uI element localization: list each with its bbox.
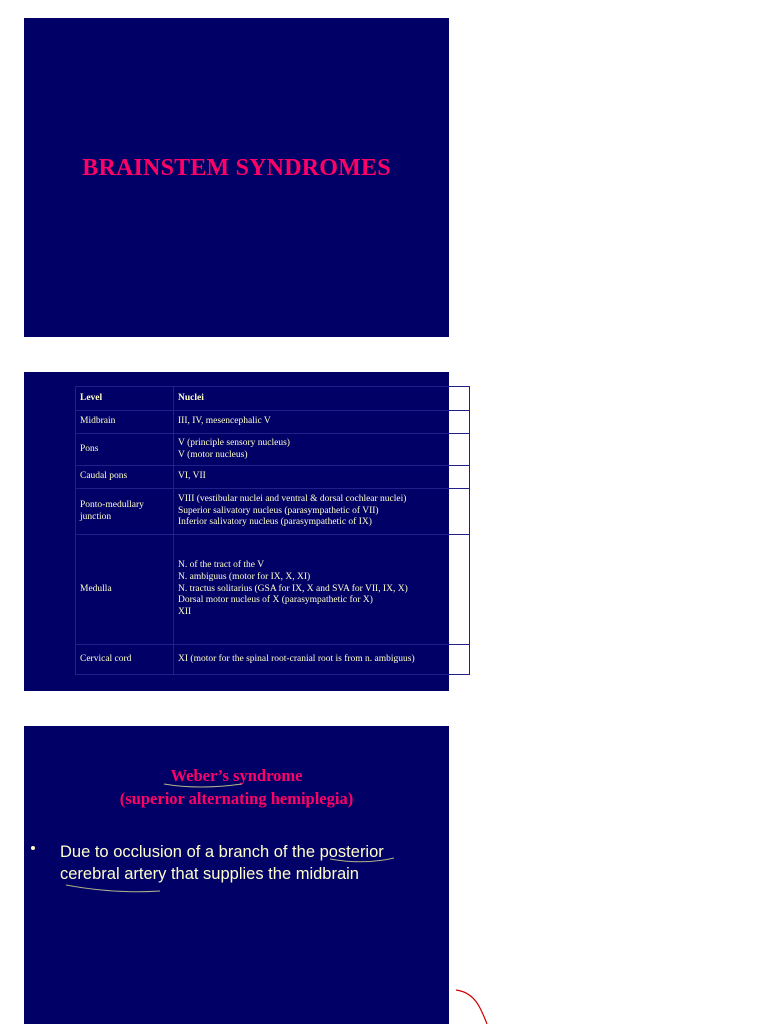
table-row xyxy=(76,411,470,434)
row-level: Pons xyxy=(76,434,174,466)
row-nuclei xyxy=(174,645,470,675)
nuclei-table xyxy=(75,386,470,675)
row-level: Medulla xyxy=(76,535,174,645)
nuclei-line: Superior salivatory nucleus (parasympathetic of VII) xyxy=(178,505,379,516)
table-row xyxy=(76,466,470,489)
row-nuclei xyxy=(174,489,470,535)
slide-heading xyxy=(24,764,449,810)
underline-cerebral-artery xyxy=(66,885,160,892)
header-level: Level xyxy=(76,387,174,411)
table-row xyxy=(76,434,470,466)
row-level: Cervical cord xyxy=(76,645,174,675)
nuclei-line: V (motor nucleus) xyxy=(178,449,248,460)
row-nuclei xyxy=(174,434,470,466)
nuclei-line: N. tractus solitarius (GSA for IX, X and SVA for VII, IX, X) xyxy=(178,583,408,594)
table-header-row xyxy=(76,387,470,411)
nuclei-line: VI, VII xyxy=(178,471,206,482)
row-nuclei xyxy=(174,466,470,489)
nuclei-line: Inferior salivatory nucleus (parasympathetic of IX) xyxy=(178,517,372,528)
bullet-text: Due to occlusion of a branch of the posterior cerebral artery that supplies the midbrain xyxy=(60,843,384,883)
row-nuclei xyxy=(174,411,470,434)
row-level: Midbrain xyxy=(76,411,174,434)
nuclei-line: XI (motor for the spinal root-cranial root is from n. ambiguus) xyxy=(178,653,415,664)
slide-webers-syndrome xyxy=(24,726,449,1024)
row-level: Caudal pons xyxy=(76,466,174,489)
nuclei-line: V (principle sensory nucleus) xyxy=(178,437,290,448)
heading-line-1: Weber’s syndrome xyxy=(170,766,303,785)
slide-title-text: BRAINSTEM SYNDROMES xyxy=(82,155,391,181)
heading-line-2: (superior alternating hemiplegia) xyxy=(119,789,354,808)
nuclei-line: N. ambiguus (motor for IX, X, XI) xyxy=(178,571,311,582)
table-row xyxy=(76,535,470,645)
row-level: Ponto-medullary junction xyxy=(76,489,174,535)
nuclei-line: VIII (vestibular nuclei and ventral & dorsal cochlear nuclei) xyxy=(178,493,407,504)
nuclei-line: Dorsal motor nucleus of X (parasympathetic for X) xyxy=(178,595,373,606)
bullet-marker xyxy=(31,846,35,850)
red-curve xyxy=(456,990,487,1024)
nuclei-line: III, IV, mesencephalic V xyxy=(178,416,271,427)
table-row xyxy=(76,489,470,535)
slide-nuclei-table xyxy=(24,372,449,691)
header-nuclei: Nuclei xyxy=(174,387,470,411)
slide-title xyxy=(24,18,449,337)
nuclei-line: N. of the tract of the V xyxy=(178,559,265,570)
table-row xyxy=(76,645,470,675)
nuclei-line: XII xyxy=(178,607,192,618)
row-nuclei xyxy=(174,535,470,645)
